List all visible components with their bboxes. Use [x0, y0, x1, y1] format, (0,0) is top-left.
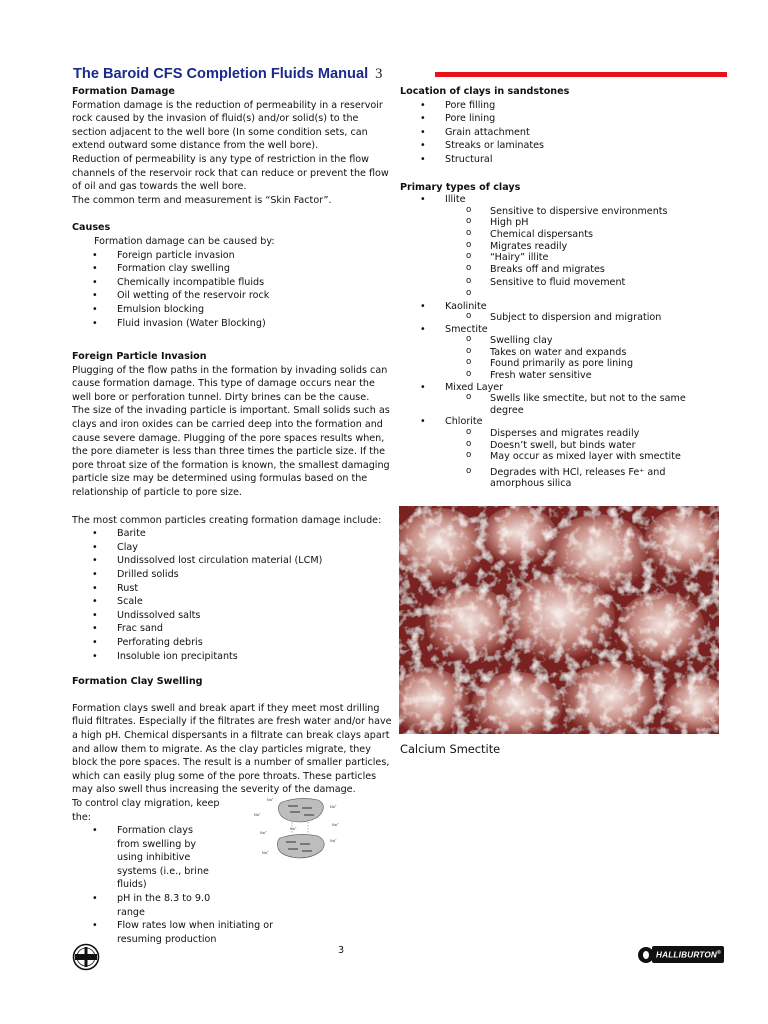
clay-swelling-diagram [252, 794, 348, 866]
list-item: o Doesn’t swell, but binds water [400, 440, 720, 452]
list-item: o Sensitive to fluid movement [400, 277, 720, 289]
section-heading-foreign-particle: Foreign Particle Invasion [72, 351, 207, 363]
clay-type-name: Mixed Layer [445, 381, 504, 393]
list-item: o Degrades with HCl, releases Fe⁺ and amorphous silica [400, 467, 710, 490]
halliburton-mark-icon [638, 947, 654, 963]
causes-intro: Formation damage can be caused by: [94, 235, 275, 247]
list-item: • Barite [72, 527, 394, 541]
mixed-layer-properties [400, 393, 720, 416]
list-item: • Pore lining [400, 112, 720, 126]
list-item: • Undissolved salts [72, 609, 394, 623]
list-item: o Sensitive to dispersive environments [400, 206, 720, 218]
list-item: o “Hairy” illite [400, 252, 720, 264]
list-item: • Frac sand [72, 622, 394, 636]
clay-types-list [400, 194, 720, 206]
list-item: • Drilled solids [72, 568, 394, 582]
clay-type-chlorite [400, 416, 720, 428]
list-item: o Takes on water and expands [400, 347, 720, 359]
svg-text:Na⁺: Na⁺ [254, 813, 261, 817]
list-item [400, 289, 720, 301]
chlorite-properties [400, 428, 720, 490]
right-column [400, 85, 720, 490]
list-item: • pH in the 8.3 to 9.0 range [72, 892, 217, 919]
paragraph: Reduction of permeability is any type of restriction in the flow channels of the reservoir rock that can reduce or prevent the flow of oil and gas towards the well bore. [72, 153, 389, 193]
list-item: o Disperses and migrates readily [400, 428, 720, 440]
section-heading-clay-swelling: Formation Clay Swelling [72, 676, 203, 688]
svg-text:Na⁺: Na⁺ [332, 823, 339, 827]
list-item: o Swelling clay [400, 335, 720, 347]
list-item: • Formation clays from swelling by using inhibitive systems (i.e., brine fluids) [72, 824, 217, 892]
document-title [73, 68, 382, 82]
halliburton-wordmark: HALLIBURTON® [652, 946, 724, 963]
list-item: • Emulsion blocking [72, 303, 394, 317]
section-heading-location: Location of clays in sandstones [400, 86, 570, 97]
halliburton-logo [638, 946, 724, 963]
paragraph: The common term and measurement is “Skin Factor”. [72, 194, 332, 206]
svg-text:Na⁺: Na⁺ [267, 798, 274, 802]
svg-text:Na⁺: Na⁺ [330, 805, 337, 809]
list-item: • Structural [400, 153, 720, 167]
list-item: o Swells like smectite, but not to the same degree [400, 393, 720, 416]
list-item: • Undissolved lost circulation material (LCM) [72, 554, 394, 568]
section-heading-formation-damage: Formation Damage [72, 86, 175, 97]
figure-caption: Calcium Smectite [400, 742, 501, 756]
causes-list [72, 249, 394, 331]
header-accent-bar [435, 72, 727, 77]
calcium-smectite-micrograph [399, 506, 719, 734]
svg-text:Na⁺: Na⁺ [290, 827, 297, 831]
list-item: • Rust [72, 582, 394, 596]
list-item: • Insoluble ion precipitants [72, 650, 394, 664]
list-item: • Pore filling [400, 99, 720, 113]
clay-type-name: Smectite [445, 323, 488, 335]
list-item: • Flow rates low when initiating or resuming production [72, 919, 287, 946]
document-title-text: The Baroid CFS Completion Fluids Manual [73, 66, 369, 82]
paragraph: Plugging of the flow paths in the formation by invading solids can cause formation damage. This type of damage occurs near the well bore or perforation tunnel. Dirty brines can be the cause. [72, 364, 388, 403]
clay-type-name: Chlorite [445, 416, 483, 428]
list-item: • Streaks or laminates [400, 139, 720, 153]
list-item: o Chemical dispersants [400, 229, 720, 241]
list-item: • Oil wetting of the reservoir rock [72, 289, 394, 303]
list-item: • Scale [72, 595, 394, 609]
section-heading-causes: Causes [72, 222, 111, 234]
list-item: • Grain attachment [400, 126, 720, 140]
paragraph: Formation clays swell and break apart if they meet most drilling fluid filtrates. Especially if the filtrates are fresh water and/or have a high pH. Chemical dispersants in a filtrate can break clays apart and allow them to migrate. As the clay particles migrate, they block the pore spaces. The result is a number of smaller particles, which can easily plug some of the pore throats. These particles may also swell thus increasing the severity of the damage. [72, 702, 392, 796]
list-item: o Breaks off and migrates [400, 264, 720, 276]
baroid-logo [72, 943, 100, 971]
list-item: o Found primarily as pore lining [400, 358, 720, 370]
clay-type-illite [400, 194, 720, 206]
list-item: • Perforating debris [72, 636, 394, 650]
particles-intro: The most common particles creating formation damage include: [72, 514, 382, 526]
list-item: o Fresh water sensitive [400, 370, 720, 382]
kaolinite-properties [400, 312, 720, 324]
illite-properties [400, 206, 720, 301]
header-page-number: 3 [375, 66, 383, 82]
clay-types-list [400, 301, 720, 313]
clay-type-kaolinite [400, 301, 720, 313]
clay-type-name: Illite [445, 194, 466, 206]
list-item: o Subject to dispersion and migration [400, 312, 720, 324]
smectite-properties [400, 335, 720, 381]
svg-text:Na⁺: Na⁺ [330, 839, 337, 843]
particles-list [72, 527, 394, 663]
list-item: • Fluid invasion (Water Blocking) [72, 317, 394, 331]
control-intro: To control clay migration, keep the: [72, 797, 220, 823]
list-item: o High pH [400, 217, 720, 229]
clay-type-smectite [400, 324, 720, 336]
clay-types-list [400, 416, 720, 428]
svg-text:Na⁺: Na⁺ [260, 831, 267, 835]
clay-types-list [400, 382, 720, 394]
section-heading-primary-types: Primary types of clays [400, 181, 521, 193]
footer-page-number: 3 [338, 945, 345, 956]
location-list [400, 99, 720, 167]
clay-types-list [400, 324, 720, 336]
paragraph: Formation damage is the reduction of permeability in a reservoir rock caused by the invasion of fluid(s) and/or solid(s) to the section adjacent to the well bore (In some condition sets, can extend outward some distance from the well bore). [72, 99, 383, 152]
list-item: • Chemically incompatible fluids [72, 276, 394, 290]
control-list [72, 824, 274, 946]
list-item: o May occur as mixed layer with smectite [400, 451, 720, 463]
list-item: o Migrates readily [400, 241, 720, 253]
svg-text:Na⁺: Na⁺ [262, 851, 269, 855]
clay-type-mixed-layer [400, 382, 720, 394]
paragraph: The size of the invading particle is important. Small solids such as clays and iron oxides can be carried deep into the formation and cause severe damage. Plugging of the pore spaces results when, the pore diameter is less than three times the particle size. If the pore throat size of the formation is known, the smallest damaging particle size may be determined using formulas based on the relationship of particle to pore size. [72, 405, 390, 499]
micrograph-image [399, 506, 719, 734]
clay-type-name: Kaolinite [445, 300, 487, 312]
list-item: • Clay [72, 541, 394, 555]
list-item: • Formation clay swelling [72, 262, 394, 276]
list-item: • Foreign particle invasion [72, 249, 394, 263]
